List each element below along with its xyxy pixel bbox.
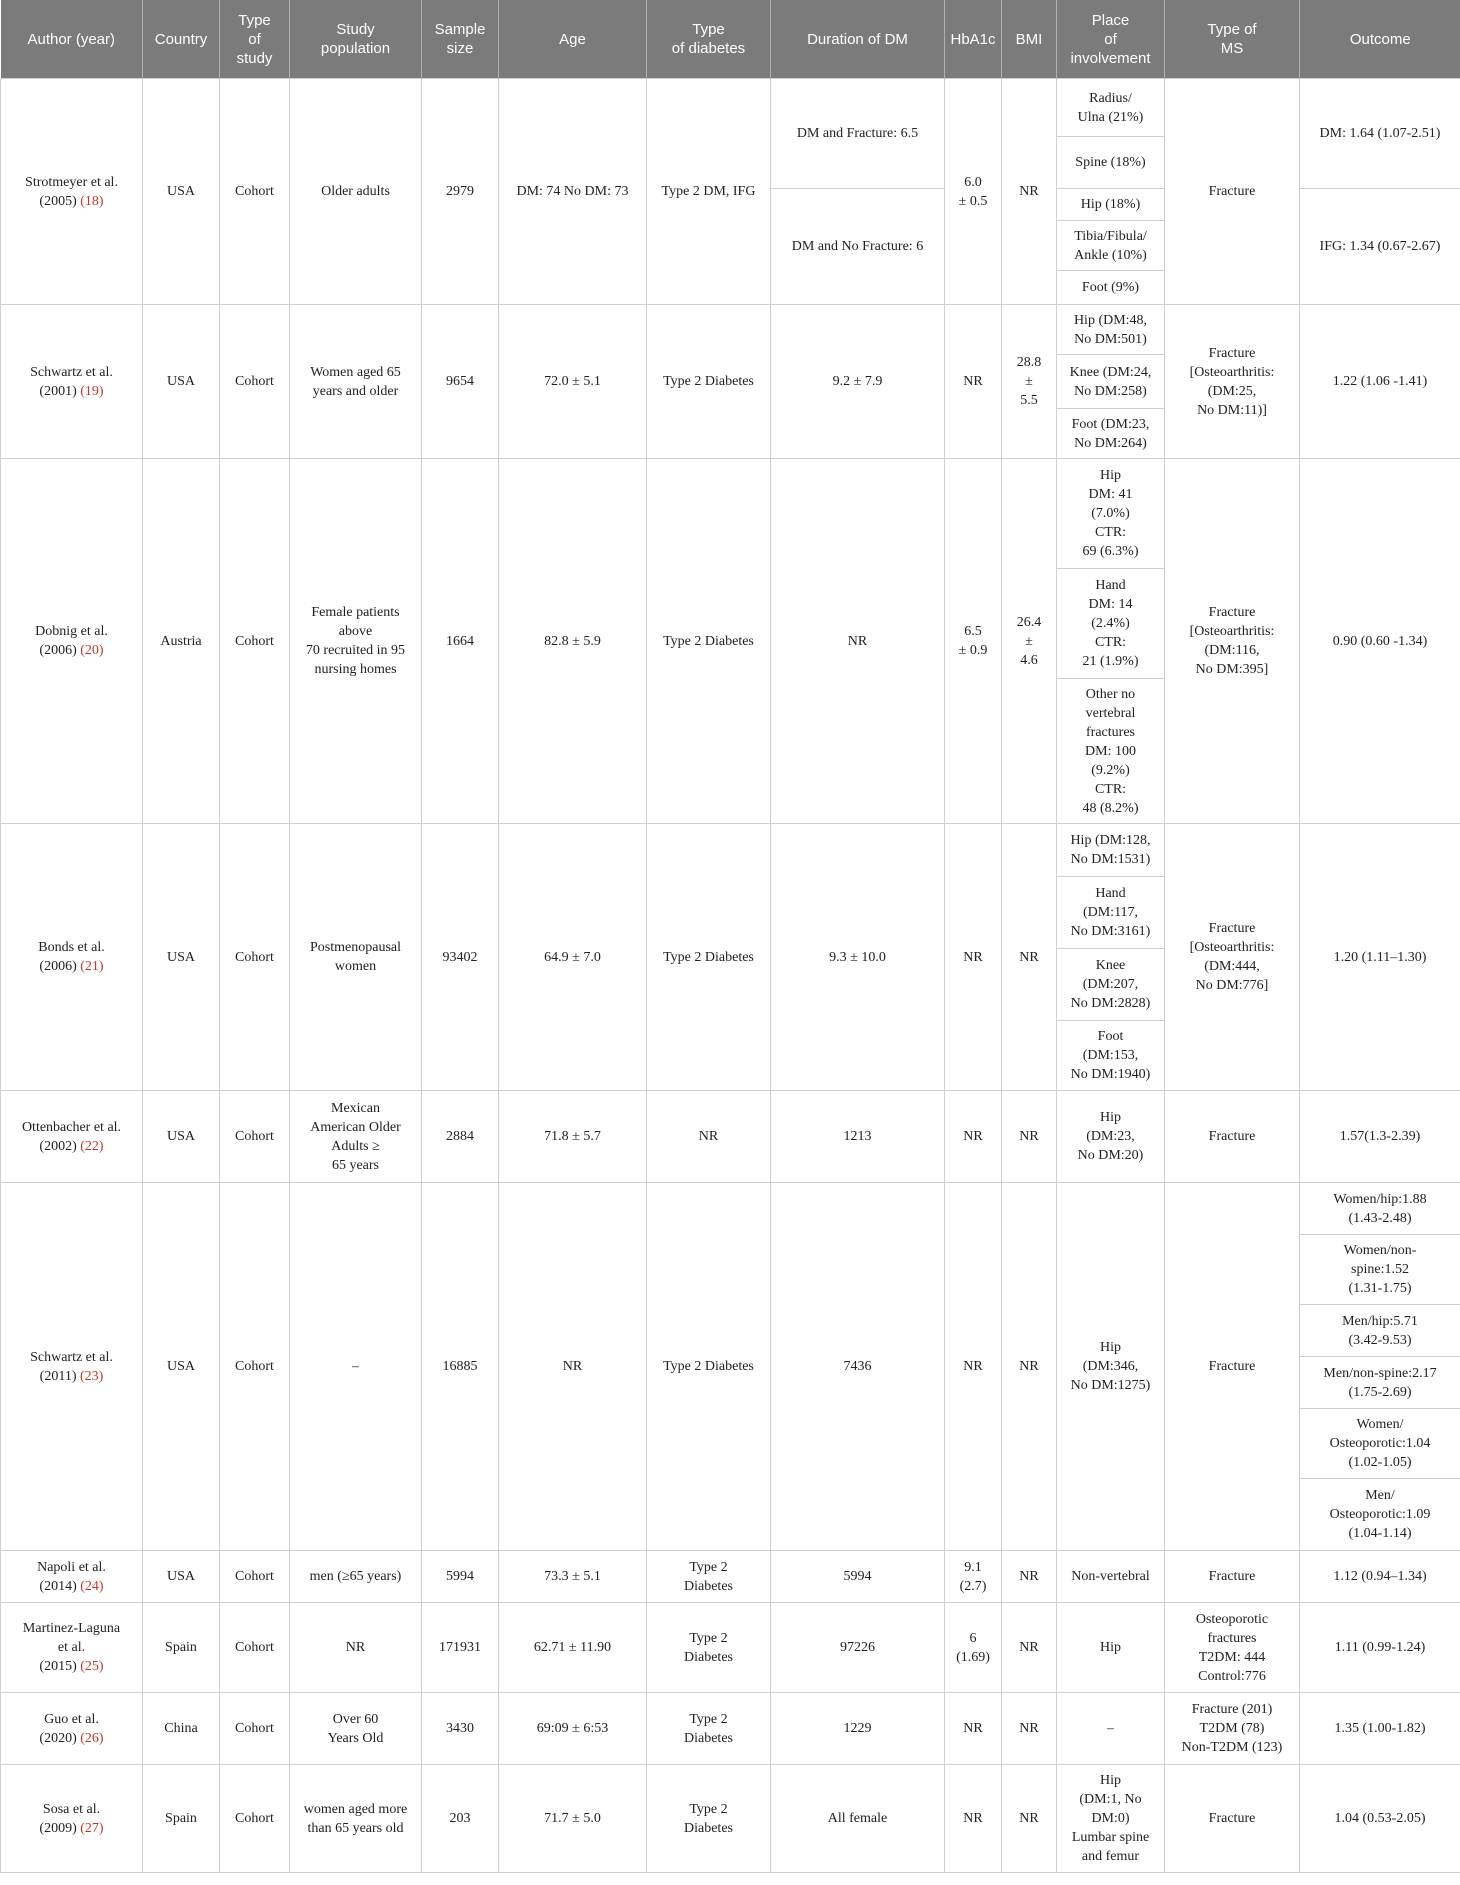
- place-cell: Foot (9%): [1057, 271, 1165, 305]
- outcome-cell: 1.35 (1.00-1.82): [1300, 1693, 1460, 1765]
- reference-link[interactable]: (26): [80, 1730, 104, 1746]
- country-cell: USA: [143, 1091, 220, 1183]
- reference-link[interactable]: (21): [80, 959, 104, 974]
- duration-cell: 9.3 ± 10.0: [771, 824, 945, 1091]
- hba1c-cell: NR: [945, 305, 1002, 459]
- outcome-cell: DM: 1.64 (1.07-2.51): [1300, 79, 1460, 189]
- reference-link[interactable]: (23): [79, 1368, 104, 1384]
- country-cell: Spain: [143, 1765, 220, 1873]
- population-cell: Over 60 Years Old: [290, 1693, 422, 1765]
- hba1c-cell: 6.0 ± 0.5: [945, 79, 1002, 305]
- header-duration-of-dm: Duration of DM: [771, 0, 945, 79]
- bmi-cell: NR: [1002, 79, 1057, 305]
- reference-link[interactable]: (24): [80, 1578, 104, 1594]
- place-cell: Foot (DM:23, No DM:264): [1057, 409, 1165, 459]
- diabetes-type-cell: Type 2 Diabetes: [647, 824, 771, 1091]
- author-cell: Ottenbacher et al. (2002) (22): [1, 1091, 143, 1183]
- bmi-cell: NR: [1002, 1183, 1057, 1551]
- sample-size-cell: 203: [422, 1765, 499, 1873]
- population-cell: Older adults: [290, 79, 422, 305]
- study-type-cell: Cohort: [220, 1765, 290, 1873]
- study-type-cell: Cohort: [220, 1603, 290, 1693]
- study-type-cell: Cohort: [220, 79, 290, 305]
- country-cell: Spain: [143, 1603, 220, 1693]
- table-row: [1, 1765, 1460, 1873]
- author-cell: Martinez-Laguna et al. (2015) (25): [1, 1603, 143, 1693]
- age-cell: DM: 74 No DM: 73: [499, 79, 647, 305]
- population-cell: –: [290, 1183, 422, 1551]
- population-cell: women aged more than 65 years old: [290, 1765, 422, 1873]
- sample-size-cell: 16885: [422, 1183, 499, 1551]
- bmi-cell: NR: [1002, 1603, 1057, 1693]
- header-type-of-study: Type of study: [220, 0, 290, 79]
- study-type-cell: Cohort: [220, 459, 290, 824]
- header-author: Author (year): [1, 0, 143, 79]
- outcome-cell: 1.12 (0.94–1.34): [1300, 1551, 1460, 1603]
- reference-link[interactable]: (19): [80, 383, 104, 399]
- outcome-cell: 1.22 (1.06 -1.41): [1300, 305, 1460, 459]
- outcome-cell: Men/hip:5.71 (3.42-9.53): [1300, 1305, 1460, 1357]
- table-row: [1, 79, 1460, 137]
- country-cell: Austria: [143, 459, 220, 824]
- sample-size-cell: 171931: [422, 1603, 499, 1693]
- author-cell: Dobnig et al. (2006) (20): [1, 459, 143, 824]
- diabetes-type-cell: Type 2 DM, IFG: [647, 79, 771, 305]
- table-row: [1, 1603, 1460, 1693]
- hba1c-cell: NR: [945, 1183, 1002, 1551]
- header-study-population: Study population: [290, 0, 422, 79]
- reference-link[interactable]: (25): [80, 1659, 104, 1674]
- age-cell: 73.3 ± 5.1: [499, 1551, 647, 1603]
- diabetes-type-cell: Type 2 Diabetes: [647, 305, 771, 459]
- place-cell: Hip (18%): [1057, 189, 1165, 221]
- ms-type-cell: Fracture: [1165, 1551, 1300, 1603]
- header-type-of-diabetes: Type of diabetes: [647, 0, 771, 79]
- diabetes-type-cell: Type 2 Diabetes: [647, 1603, 771, 1693]
- diabetes-type-cell: NR: [647, 1091, 771, 1183]
- place-cell: Hip (DM:128, No DM:1531): [1057, 824, 1165, 877]
- author-cell: Napoli et al. (2014) (24): [1, 1551, 143, 1603]
- age-cell: 82.8 ± 5.9: [499, 459, 647, 824]
- sample-size-cell: 5994: [422, 1551, 499, 1603]
- header-sample-size: Sample size: [422, 0, 499, 79]
- duration-cell: DM and Fracture: 6.5: [771, 79, 945, 189]
- ms-type-cell: Fracture [Osteoarthritis: (DM:116, No DM:395]: [1165, 459, 1300, 824]
- study-type-cell: Cohort: [220, 1693, 290, 1765]
- study-type-cell: Cohort: [220, 1551, 290, 1603]
- ms-type-cell: Fracture: [1165, 1183, 1300, 1551]
- age-cell: 71.7 ± 5.0: [499, 1765, 647, 1873]
- place-cell: Hip (DM:23, No DM:20): [1057, 1091, 1165, 1183]
- study-type-cell: Cohort: [220, 1183, 290, 1551]
- place-cell: –: [1057, 1693, 1165, 1765]
- sample-size-cell: 93402: [422, 824, 499, 1091]
- ms-type-cell: Fracture: [1165, 1091, 1300, 1183]
- duration-cell: 1213: [771, 1091, 945, 1183]
- outcome-cell: Men/non-spine:2.17 (1.75-2.69): [1300, 1357, 1460, 1409]
- place-cell: Hip DM: 41 (7.0%) CTR: 69 (6.3%): [1057, 459, 1165, 569]
- diabetes-type-cell: Type 2 Diabetes: [647, 1765, 771, 1873]
- age-cell: 64.9 ± 7.0: [499, 824, 647, 1091]
- sample-size-cell: 2979: [422, 79, 499, 305]
- place-cell: Hip (DM:48, No DM:501): [1057, 305, 1165, 355]
- sample-size-cell: 9654: [422, 305, 499, 459]
- sample-size-cell: 2884: [422, 1091, 499, 1183]
- header-place-of-involvement: Place of involvement: [1057, 0, 1165, 79]
- age-cell: 62.71 ± 11.90: [499, 1603, 647, 1693]
- study-type-cell: Cohort: [220, 305, 290, 459]
- header-bmi: BMI: [1002, 0, 1057, 79]
- country-cell: USA: [143, 305, 220, 459]
- population-cell: Mexican American Older Adults ≥ 65 years: [290, 1091, 422, 1183]
- table-row: [1, 1693, 1460, 1765]
- country-cell: USA: [143, 79, 220, 305]
- place-cell: Hand (DM:117, No DM:3161): [1057, 877, 1165, 949]
- country-cell: USA: [143, 1183, 220, 1551]
- author-cell: Strotmeyer et al. (2005) (18): [1, 79, 143, 305]
- study-type-cell: Cohort: [220, 1091, 290, 1183]
- hba1c-cell: NR: [945, 1765, 1002, 1873]
- place-cell: Tibia/Fibula/ Ankle (10%): [1057, 221, 1165, 271]
- bmi-cell: NR: [1002, 1693, 1057, 1765]
- diabetes-type-cell: Type 2 Diabetes: [647, 459, 771, 824]
- outcome-cell: Women/ Osteoporotic:1.04 (1.02-1.05): [1300, 1409, 1460, 1479]
- ms-type-cell: Fracture [Osteoarthritis: (DM:25, No DM:11)]: [1165, 305, 1300, 459]
- outcome-cell: Women/hip:1.88 (1.43-2.48): [1300, 1183, 1460, 1235]
- table-row: [1, 1091, 1460, 1183]
- place-cell: Non-vertebral: [1057, 1551, 1165, 1603]
- duration-cell: 5994: [771, 1551, 945, 1603]
- table-row: [1, 1183, 1460, 1235]
- author-cell: Guo et al. (2020) (26): [1, 1693, 143, 1765]
- author-cell: Bonds et al. (2006) (21): [1, 824, 143, 1091]
- outcome-cell: 1.04 (0.53-2.05): [1300, 1765, 1460, 1873]
- table-row: [1, 459, 1460, 569]
- reference-link[interactable]: (27): [80, 1820, 104, 1836]
- place-cell: Spine (18%): [1057, 137, 1165, 189]
- outcome-cell: 1.57(1.3-2.39): [1300, 1091, 1460, 1183]
- header-hba1c: HbA1c: [945, 0, 1002, 79]
- duration-cell: DM and No Fracture: 6: [771, 189, 945, 305]
- place-cell: Hip (DM:346, No DM:1275): [1057, 1183, 1165, 1551]
- ms-type-cell: Fracture [Osteoarthritis: (DM:444, No DM:776]: [1165, 824, 1300, 1091]
- ms-type-cell: Fracture: [1165, 1765, 1300, 1873]
- bmi-cell: NR: [1002, 1551, 1057, 1603]
- sample-size-cell: 1664: [422, 459, 499, 824]
- reference-link[interactable]: (22): [80, 1138, 104, 1154]
- population-cell: Postmenopausal women: [290, 824, 422, 1091]
- header-age: Age: [499, 0, 647, 79]
- diabetes-type-cell: Type 2 Diabetes: [647, 1693, 771, 1765]
- population-cell: NR: [290, 1603, 422, 1693]
- hba1c-cell: NR: [945, 1693, 1002, 1765]
- author-cell: Sosa et al. (2009) (27): [1, 1765, 143, 1873]
- age-cell: 71.8 ± 5.7: [499, 1091, 647, 1183]
- table-row: [1, 305, 1460, 355]
- duration-cell: 97226: [771, 1603, 945, 1693]
- header-country: Country: [143, 0, 220, 79]
- place-cell: Radius/ Ulna (21%): [1057, 79, 1165, 137]
- place-cell: Other no vertebral fractures DM: 100 (9.2%) CTR: 48 (8.2%): [1057, 679, 1165, 824]
- duration-cell: All female: [771, 1765, 945, 1873]
- hba1c-cell: 6 (1.69): [945, 1603, 1002, 1693]
- place-cell: Hip: [1057, 1603, 1165, 1693]
- outcome-cell: IFG: 1.34 (0.67-2.67): [1300, 189, 1460, 305]
- age-cell: 72.0 ± 5.1: [499, 305, 647, 459]
- sample-size-cell: 3430: [422, 1693, 499, 1765]
- place-cell: Foot (DM:153, No DM:1940): [1057, 1021, 1165, 1091]
- header-outcome: Outcome: [1300, 0, 1460, 79]
- place-cell: Knee (DM:24, No DM:258): [1057, 355, 1165, 409]
- author-cell: Schwartz et al. (2001) (19): [1, 305, 143, 459]
- duration-cell: 9.2 ± 7.9: [771, 305, 945, 459]
- hba1c-cell: 9.1 (2.7): [945, 1551, 1002, 1603]
- population-cell: Women aged 65 years and older: [290, 305, 422, 459]
- diabetes-type-cell: Type 2 Diabetes: [647, 1183, 771, 1551]
- ms-type-cell: Osteoporotic fractures T2DM: 444 Control:776: [1165, 1603, 1300, 1693]
- bmi-cell: NR: [1002, 1091, 1057, 1183]
- outcome-cell: Women/non- spine:1.52 (1.31-1.75): [1300, 1235, 1460, 1305]
- bmi-cell: 28.8 ± 5.5: [1002, 305, 1057, 459]
- age-cell: NR: [499, 1183, 647, 1551]
- population-cell: Female patients above 70 recruited in 95 nursing homes: [290, 459, 422, 824]
- place-cell: Hip (DM:1, No DM:0) Lumbar spine and femur: [1057, 1765, 1165, 1873]
- hba1c-cell: NR: [945, 1091, 1002, 1183]
- table-row: [1, 824, 1460, 877]
- outcome-cell: 1.11 (0.99-1.24): [1300, 1603, 1460, 1693]
- diabetes-type-cell: Type 2 Diabetes: [647, 1551, 771, 1603]
- duration-cell: 1229: [771, 1693, 945, 1765]
- header-row: [1, 0, 1460, 79]
- population-cell: men (≥65 years): [290, 1551, 422, 1603]
- bmi-cell: NR: [1002, 824, 1057, 1091]
- study-type-cell: Cohort: [220, 824, 290, 1091]
- reference-link[interactable]: (20): [80, 643, 104, 658]
- age-cell: 69:09 ± 6:53: [499, 1693, 647, 1765]
- outcome-cell: 0.90 (0.60 -1.34): [1300, 459, 1460, 824]
- duration-cell: NR: [771, 459, 945, 824]
- ms-type-cell: Fracture (201) T2DM (78) Non-T2DM (123): [1165, 1693, 1300, 1765]
- country-cell: USA: [143, 1551, 220, 1603]
- duration-cell: 7436: [771, 1183, 945, 1551]
- country-cell: China: [143, 1693, 220, 1765]
- place-cell: Hand DM: 14 (2.4%) CTR: 21 (1.9%): [1057, 569, 1165, 679]
- bmi-cell: 26.4 ± 4.6: [1002, 459, 1057, 824]
- place-cell: Knee (DM:207, No DM:2828): [1057, 949, 1165, 1021]
- ms-type-cell: Fracture: [1165, 79, 1300, 305]
- bmi-cell: NR: [1002, 1765, 1057, 1873]
- header-type-of-ms: Type of MS: [1165, 0, 1300, 79]
- outcome-cell: Men/ Osteoporotic:1.09 (1.04-1.14): [1300, 1479, 1460, 1551]
- reference-link[interactable]: (18): [80, 193, 104, 209]
- hba1c-cell: 6.5 ± 0.9: [945, 459, 1002, 824]
- author-cell: Schwartz et al. (2011) (23): [1, 1183, 143, 1551]
- table-row: [1, 1551, 1460, 1603]
- outcome-cell: 1.20 (1.11–1.30): [1300, 824, 1460, 1091]
- hba1c-cell: NR: [945, 824, 1002, 1091]
- country-cell: USA: [143, 824, 220, 1091]
